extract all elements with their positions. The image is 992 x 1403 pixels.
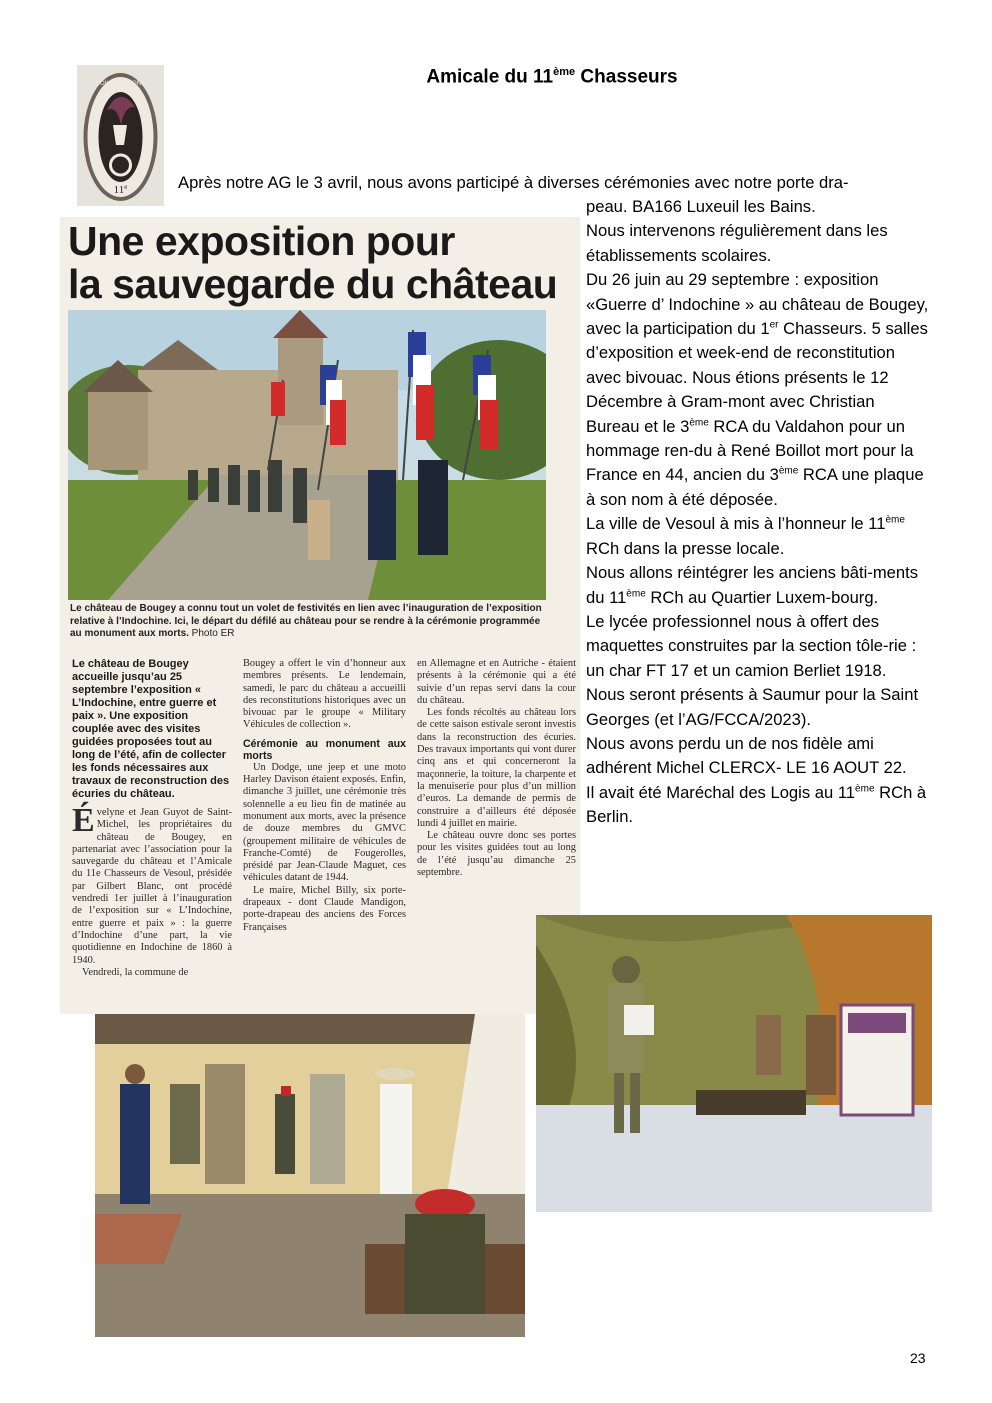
news-c1b: Vendredi, la commune de <box>82 966 189 978</box>
parade-photo <box>68 310 546 600</box>
para-buildings <box>586 561 931 610</box>
article-column <box>586 195 931 830</box>
headline-line-2: la sauvegarde du château <box>68 261 558 307</box>
news-c3b: Les fonds récoltés au château lors de cette saison estivale seront investis dans la reconstruction des écuries. Des travaux importants qui vont durer cinq ans et qui concerneront la maçonnerie, la toiture, la charpente et la menuiserie pour plus d’un million d’euros. La demande de permis de construire a d’ailleurs été déposée lundi 4 juillet en mairie. <box>417 707 576 829</box>
news-c3: en Allemagne et en Autriche - étaient présents à la cérémonie qui a été suivie d’un repas servi dans la cour du château. <box>417 658 576 706</box>
para-vesoul <box>586 512 931 561</box>
headline-line-1: Une exposition pour <box>68 218 455 264</box>
para-schools: Nous intervenons régulièrement dans les établissements scolaires. <box>586 221 888 265</box>
para-vesoul-a: La ville de Vesoul à mis à l’honneur le 11 <box>586 514 886 534</box>
news-c2: Bougey a offert le vin d’honneur aux membres présents. Le lendemain, samedi, le parc du château a accueilli des reconstitutions historiques avec un bivouac par le groupe « Military Véhicules de collection ». <box>243 658 406 731</box>
para-exhibition-a: Du 26 juin au 29 septembre : exposition «Guerre d’ Indochine » au château de Bougey, avec la participation du 1 <box>586 270 929 339</box>
exhibition-room-photo <box>95 1014 525 1337</box>
photo-caption <box>70 603 550 641</box>
title-rest: Chasseurs <box>575 66 678 88</box>
sup-eme-5: ème <box>855 783 875 795</box>
para-saumur: Nous seront présents à Saumur pour la Saint Georges (et l’AG/FCCA/2023). <box>586 685 919 729</box>
sup-eme-3: ème <box>885 514 905 526</box>
para-lycee: Le lycée professionnel nous à offert des maquettes construites par la section tôle-rie : un char FT 17 et un camion Berliet 1918. <box>586 611 917 680</box>
para-buildings-b: RCh au Quartier Luxem-bourg. <box>645 587 879 607</box>
news-subhead: Cérémonie au monument aux morts <box>243 737 406 762</box>
news-column-2 <box>243 658 406 934</box>
sup-eme-4: ème <box>626 587 646 599</box>
badge-number-sup: e <box>124 183 128 191</box>
caption-text: Le château de Bougey a connu tout un volet de festivités en lien avec l’inauguration de l’exposition relative à l’Indochine. Ici, le départ du défilé au château pour se rendre à la cérémonie programmée au monument aux morts. <box>70 603 542 639</box>
para-exhibition <box>586 268 931 512</box>
news-c3c: Le château ouvre donc ses portes pour les visites guidées tout au long de l’été jusqu’au dimanche 25 septembre. <box>417 830 576 879</box>
news-c1: velyne et Jean Guyot de Saint-Michel, les propriétaires du château de Bougey, en partenariat avec l’association pour la sauvegarde du château et l’Amicale du 11e Chasseurs de Vesoul, présidée par Gilbert Blanc, ont procédé vendredi 1er juillet à l’inauguration de l’exposition sur « L’Indochine, entre guerre et paix » : la guerre d’Indochine d’une part, la vie quotidienne en Indochine de 1860 à 1940. <box>72 807 232 966</box>
title-main: Amicale du 11 <box>426 66 554 88</box>
news-c2c: Le maire, Michel Billy, six porte-drapeaux - dont Claude Mandigon, porte-drapeau des anciens des Forces Françaises <box>243 884 406 933</box>
news-lead: Le château de Bougey accueille jusqu’au 25 septembre l’exposition « L’Indochine, entre guerre et paix ». Une exposition couplée avec des visites guidées proposées tout au long de l’été, afin de collecter les fonds nécessaires aux travaux de reconstruction des écuries du château. <box>72 658 230 800</box>
badge-number: 11 <box>113 184 125 196</box>
para-buildings-a: Nous allons réintégrer les anciens bâti-ments du 11 <box>586 563 919 607</box>
sup-er: er <box>769 319 779 331</box>
title-sup: ème <box>553 66 576 78</box>
news-column-1 <box>72 658 232 979</box>
page-number: 23 <box>910 1350 926 1366</box>
para-berlin-b: RCh à Berlin. <box>586 782 927 827</box>
newspaper-headline <box>68 220 578 306</box>
badge-arc-text: VOILA LES BONS <box>95 81 146 87</box>
para-exhibition-c: RCA du Valdahon pour un hommage ren-du à René Boillot mort pour la France en 44, ancien du 3 <box>586 416 914 485</box>
news-c2b: Un Dodge, une jeep et une moto Harley Davison étaient exposés. Enfin, dimanche 3 juillet, une cérémonie très solennelle a eu lieu fin de matinée au monument aux morts, avec la présence de douze membres du GMVC (groupement militaire de véhicules de Franche-Comté) de Fougerolles, présidé par Jean-Claude Maguet, ces véhicules datant de 1944. <box>243 761 406 884</box>
page-title <box>0 66 992 88</box>
sup-eme-2: ème <box>778 465 799 477</box>
para-vesoul-b: RCh dans la presse locale. <box>586 538 785 558</box>
parachute-display-photo <box>536 915 932 1212</box>
intro-text: Après notre AG le 3 avril, nous avons participé à diverses cérémonies avec notre porte dra- <box>178 173 849 192</box>
para-clercx: Nous avons perdu un de nos fidèle ami adhérent Michel CLERCX- LE 16 AOUT 22. <box>586 733 907 778</box>
para-luxeuil: peau. BA166 Luxeuil les Bains. <box>586 197 816 216</box>
para-exhibition-d: RCA une plaque à son nom à été déposée. <box>586 465 924 509</box>
para-exhibition-b: Chasseurs. 5 salles d’exposition et week-end de reconstitution avec bivouac. Nous étions présents le 12 Décembre à Gram-mont avec Christian Bureau et le 3 <box>586 319 928 436</box>
para-berlin-a: Il avait été Maréchal des Logis au 11 <box>586 782 856 802</box>
para-berlin <box>586 781 931 830</box>
drop-cap: É <box>72 802 95 839</box>
caption-credit: Photo ER <box>188 628 235 639</box>
sup-eme-1: ème <box>689 417 709 429</box>
news-column-3 <box>417 658 576 879</box>
